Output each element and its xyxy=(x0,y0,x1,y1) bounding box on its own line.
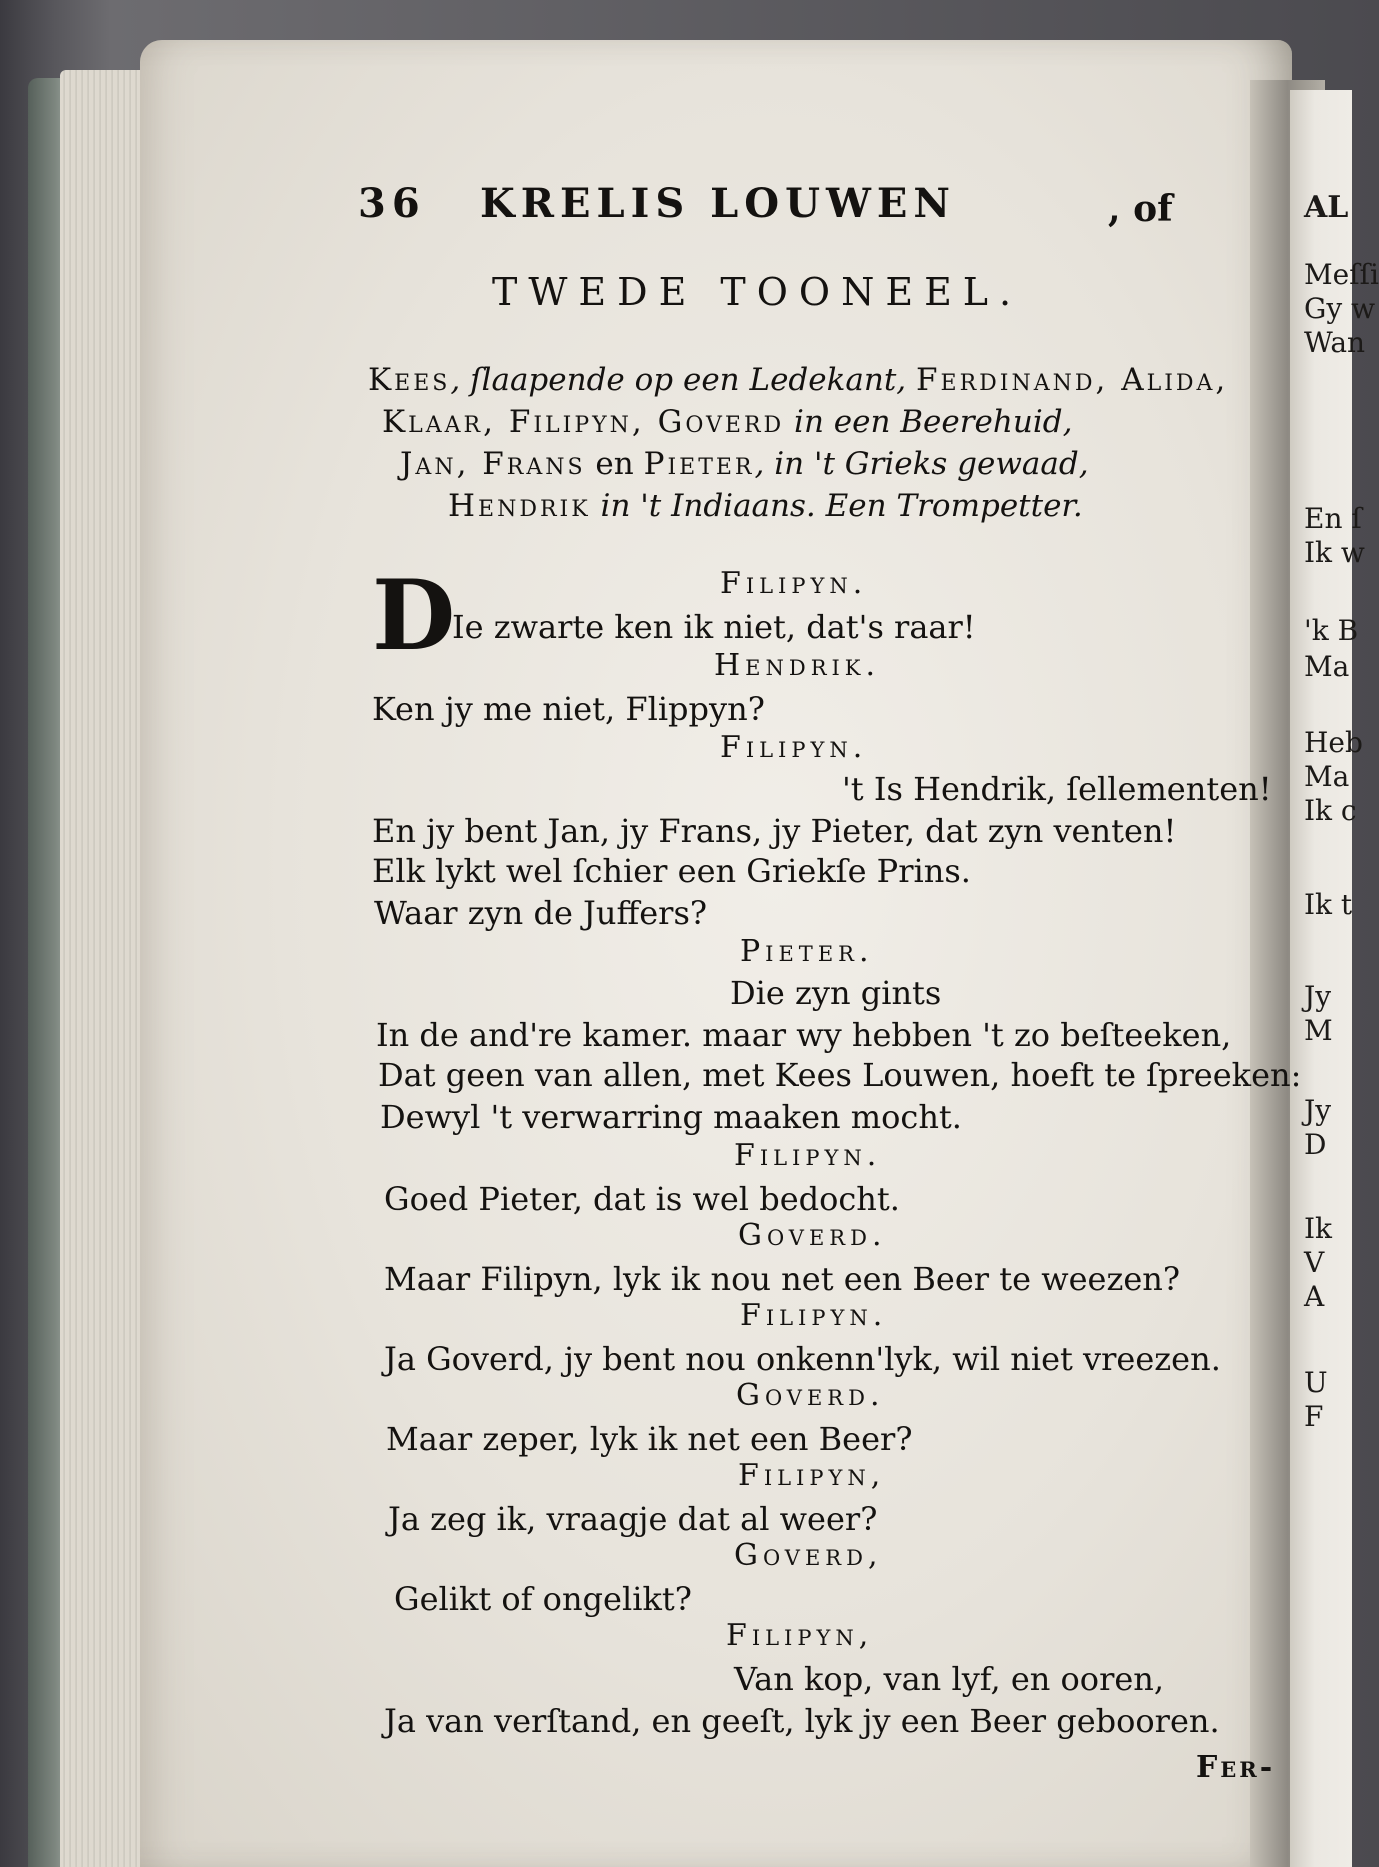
right-page-line: V xyxy=(1304,1246,1325,1279)
right-page-line: Jy xyxy=(1304,1094,1332,1127)
right-page-line: Wan xyxy=(1304,326,1366,359)
cast-name: Klaar, Filipyn, Goverd xyxy=(382,404,785,440)
scene-title: TWEDE TOONEEL. xyxy=(492,270,1023,314)
speaker-label: Filipyn. xyxy=(734,1138,882,1173)
cast-name: Ferdinand, Alida, xyxy=(916,362,1229,398)
right-page-line: Jy xyxy=(1304,980,1332,1013)
right-page-line: Ma xyxy=(1304,760,1350,793)
dialogue-line: Die zyn gints xyxy=(730,974,942,1012)
dialogue-line: Ie zwarte ken ik niet, dat's raar! xyxy=(452,608,976,646)
cast-conjunction: en xyxy=(585,446,644,482)
right-page-line: A xyxy=(1304,1280,1325,1313)
cast-line-2 xyxy=(382,404,1072,440)
dialogue-line: In de and're kamer. maar wy hebben 't zo beſteeken, xyxy=(376,1016,1232,1054)
page-number: 36 xyxy=(358,180,426,227)
dialogue-line: Van kop, van lyf, en ooren, xyxy=(734,1660,1165,1698)
cast-name: Jan, Frans xyxy=(400,446,586,482)
cast-note: , in 't Grieks gewaad, xyxy=(754,446,1089,482)
dialogue-line: Dat geen van allen, met Kees Louwen, hoeft te ſpreeken: xyxy=(378,1056,1302,1094)
running-head-suffix: , of xyxy=(1108,188,1173,230)
right-page-line: Ik c xyxy=(1304,794,1357,827)
dialogue-line: Ken jy me niet, Flippyn? xyxy=(372,690,765,728)
right-page-line: D xyxy=(1304,1128,1327,1161)
dialogue-line: Dewyl 't verwarring maaken mocht. xyxy=(380,1098,962,1136)
right-page-line: Heb xyxy=(1304,726,1363,759)
dialogue-line: Gelikt of ongelikt? xyxy=(394,1580,692,1618)
right-page-line: Ma xyxy=(1304,650,1350,683)
right-page-line: 'k B xyxy=(1304,614,1359,647)
speaker-label: Hendrik. xyxy=(714,648,881,683)
cast-line-4 xyxy=(448,488,1083,524)
right-page-line: Ik t xyxy=(1304,888,1353,921)
drop-cap: D xyxy=(372,559,456,672)
dialogue-line: Ja van verſtand, en geeſt, lyk jy een Beer gebooren. xyxy=(384,1702,1220,1740)
speaker-label: Goverd. xyxy=(736,1378,885,1413)
speaker-label: Filipyn. xyxy=(720,730,868,765)
right-page xyxy=(1290,90,1379,1867)
right-page-line: Meſſi xyxy=(1304,258,1379,291)
speaker-label: Goverd, xyxy=(734,1538,883,1573)
cast-name: Kees xyxy=(368,362,451,398)
cast-note: in 't Indiaans. Een Trompetter. xyxy=(590,488,1083,524)
speaker-label: Filipyn. xyxy=(740,1298,888,1333)
dialogue-line: Goed Pieter, dat is wel bedocht. xyxy=(384,1180,900,1218)
right-page-line: F xyxy=(1304,1400,1324,1433)
dialogue-line: Maar zeper, lyk ik net een Beer? xyxy=(386,1420,913,1458)
catchword: Fer- xyxy=(1196,1750,1276,1785)
dialogue-line: 't Is Hendrik, ſellementen! xyxy=(842,770,1272,808)
speaker-label: Goverd. xyxy=(738,1218,887,1253)
right-page-line: En ſ xyxy=(1304,502,1362,535)
dialogue-line: En jy bent Jan, jy Frans, jy Pieter, dat zyn venten! xyxy=(372,812,1177,850)
left-page xyxy=(140,40,1292,1867)
cast-note: , ſlaapende op een Ledekant, xyxy=(450,362,917,398)
right-page-line: U xyxy=(1304,1366,1328,1399)
right-page-line: Ik xyxy=(1304,1212,1333,1245)
cast-note: in een Beerehuid, xyxy=(784,404,1073,440)
running-head: KRELIS LOUWEN xyxy=(480,180,956,227)
dialogue-line: Ja Goverd, jy bent nou onkenn'lyk, wil niet vreezen. xyxy=(384,1340,1221,1378)
speaker-label: Filipyn, xyxy=(726,1618,874,1653)
cast-line-1 xyxy=(368,362,1228,398)
speaker-label: Filipyn, xyxy=(738,1458,886,1493)
cast-line-3 xyxy=(400,446,1089,482)
cast-name: Hendrik xyxy=(448,488,591,524)
dialogue-line: Waar zyn de Juffers? xyxy=(374,894,708,932)
speaker-label: Pieter. xyxy=(740,934,874,969)
right-page-line: Gy w xyxy=(1304,292,1376,325)
speaker-label: Filipyn. xyxy=(720,566,868,601)
right-page-line: Ik w xyxy=(1304,536,1365,569)
cast-name: Pieter xyxy=(643,446,755,482)
right-page-line: AL xyxy=(1304,190,1349,225)
dialogue-line: Ja zeg ik, vraagje dat al weer? xyxy=(388,1500,878,1538)
dialogue-line: Elk lykt wel ſchier een Griekſe Prins. xyxy=(372,852,971,890)
right-page-line: M xyxy=(1304,1014,1333,1047)
dialogue-line: Maar Filipyn, lyk ik nou net een Beer te weezen? xyxy=(384,1260,1181,1298)
